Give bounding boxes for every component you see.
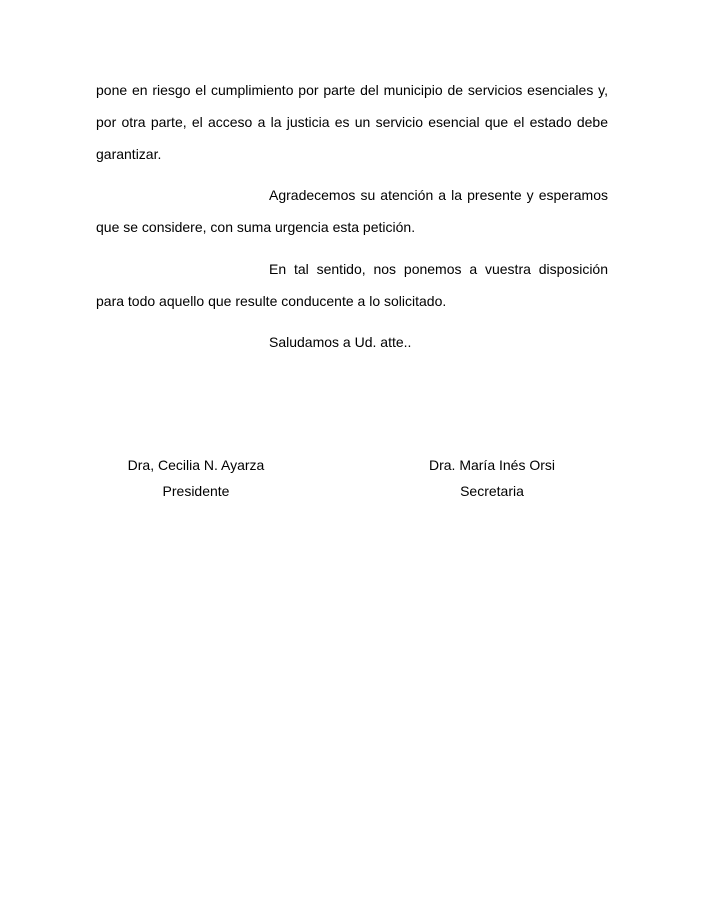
signatory-name: Dra, Cecilia N. Ayarza (127, 457, 265, 473)
paragraph-continuation: pone en riesgo el cumplimiento por parte del municipio de servicios esenciales y, por otra parte, el acceso a la justicia es un servicio esencial que el estado debe garantizar. (96, 82, 608, 162)
signature-block-secretary (412, 452, 572, 504)
signature-block-president (116, 452, 276, 504)
signatory-name: Dra. María Inés Orsi (428, 457, 556, 473)
signatory-role: Secretaria (460, 483, 524, 499)
paragraph-disposition: En tal sentido, nos ponemos a vuestra disposición para todo aquello que resulte conducente a lo solicitado. (96, 261, 608, 309)
paragraph-thanks: Agradecemos su atención a la presente y esperamos que se considere, con suma urgencia esta petición. (96, 187, 608, 235)
signatory-role: Presidente (162, 483, 230, 499)
paragraph-greeting: Saludamos a Ud. atte.. (269, 334, 412, 350)
